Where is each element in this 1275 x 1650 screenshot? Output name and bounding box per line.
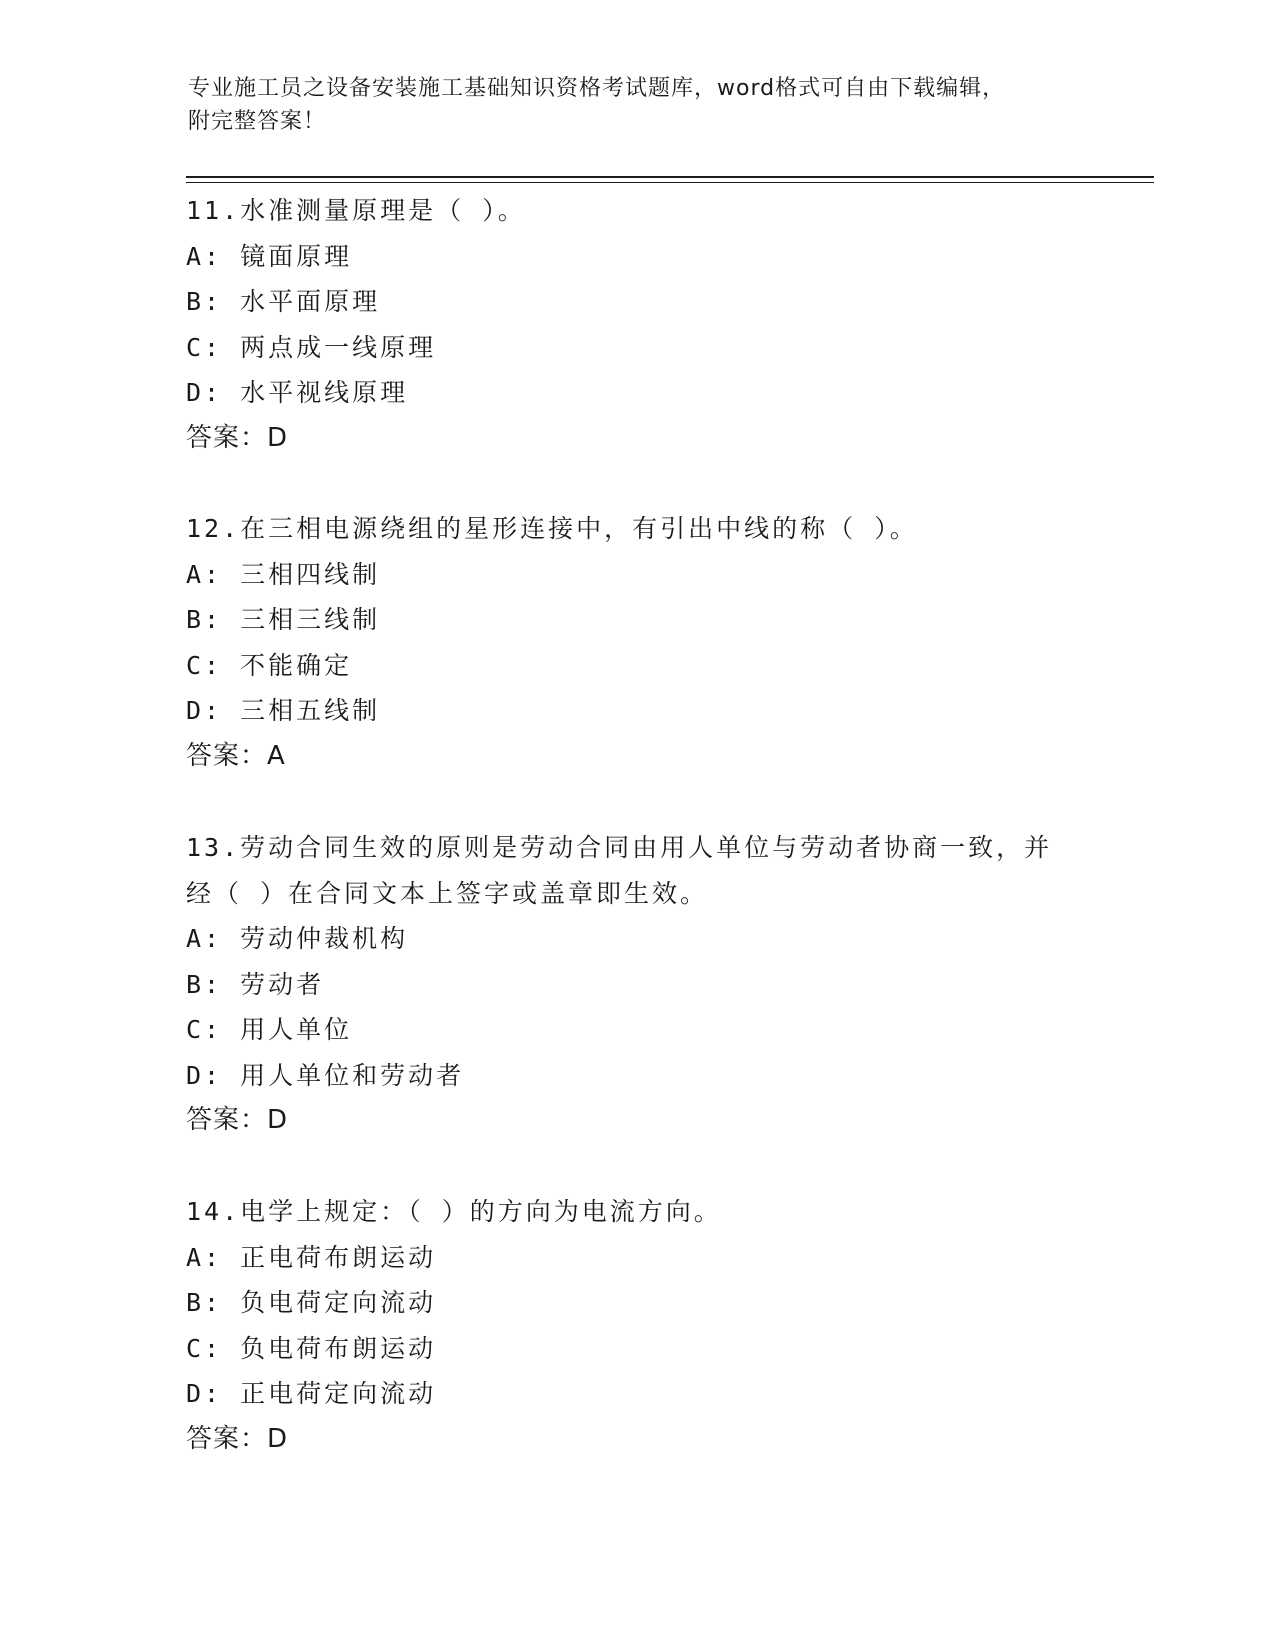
- option-c: C: 不能确定: [186, 650, 353, 680]
- header-rule-thin: [186, 182, 1154, 183]
- question-13: [186, 825, 1086, 1144]
- document-header: [188, 72, 1088, 138]
- question-11: [186, 188, 1086, 461]
- option-d: D: 正电荷定向流动: [186, 1379, 437, 1408]
- option-d: D: 水平视线原理: [186, 378, 409, 407]
- question-stem-line-2: 经（ ）在合同文本上签字或盖章即生效。: [186, 878, 709, 908]
- option-b: B: 水平面原理: [186, 287, 381, 316]
- question-stem: 11.水准测量原理是（ ）。: [186, 196, 526, 225]
- answer-line: 答案：A: [186, 740, 286, 771]
- option-c: C: 两点成一线原理: [186, 332, 437, 362]
- question-stem-line-1: 13.劳动合同生效的原则是劳动合同由用人单位与劳动者协商一致，并: [186, 833, 1053, 862]
- option-b: B: 劳动者: [186, 969, 325, 999]
- header-line-2: 附完整答案！: [188, 109, 327, 134]
- option-b: B: 三相三线制: [186, 605, 381, 634]
- answer-line: 答案：D: [186, 422, 289, 453]
- option-a: A: 镜面原理: [186, 241, 353, 271]
- answer-line: 答案：D: [186, 1105, 289, 1135]
- option-d: D: 用人单位和劳动者: [186, 1060, 465, 1090]
- question-12: [186, 506, 1086, 779]
- option-c: C: 用人单位: [186, 1015, 353, 1044]
- option-d: D: 三相五线制: [186, 696, 381, 725]
- question-stem: 12.在三相电源绕组的星形连接中，有引出中线的称（ ）。: [186, 514, 918, 543]
- question-stem: 14.电学上规定：（ ）的方向为电流方向。: [186, 1197, 722, 1226]
- option-a: A: 劳动仲裁机构: [186, 924, 409, 953]
- header-rule-thick: [186, 176, 1154, 178]
- question-14: [186, 1189, 1086, 1462]
- option-c: C: 负电荷布朗运动: [186, 1333, 437, 1363]
- header-line-1: 专业施工员之设备安装施工基础知识资格考试题库，word格式可自由下载编辑，: [188, 76, 1006, 101]
- option-a: A: 三相四线制: [186, 559, 381, 589]
- answer-line: 答案：D: [186, 1423, 289, 1454]
- option-a: A: 正电荷布朗运动: [186, 1242, 437, 1272]
- option-b: B: 负电荷定向流动: [186, 1288, 437, 1317]
